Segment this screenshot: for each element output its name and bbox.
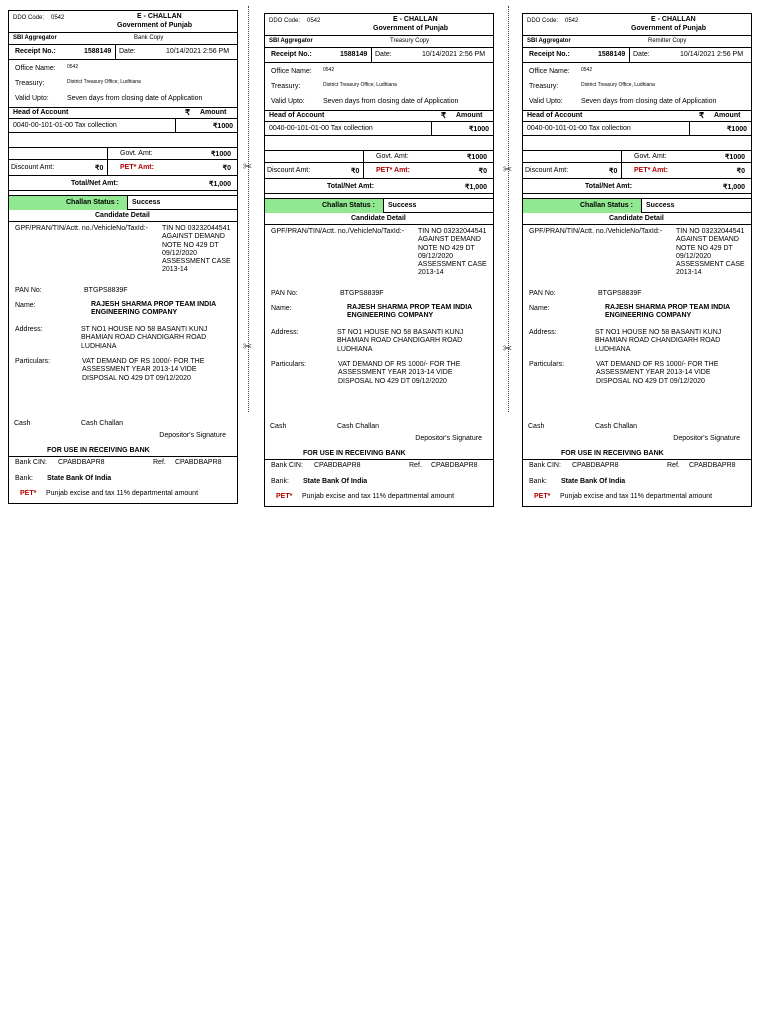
candidate-detail-header [265, 213, 493, 225]
discount-amt-label: Discount Amt: [525, 167, 569, 174]
spacer-row [265, 136, 493, 150]
office-name-label: Office Name: [271, 68, 312, 75]
ref-value: CPABDBAPR8 [175, 459, 222, 466]
office-name-value: 0542 [581, 67, 593, 73]
head-code-amount: ₹1000 [726, 126, 747, 133]
valid-upto-value: Seven days from closing date of Application [67, 95, 203, 102]
receipt-divider [629, 48, 630, 63]
depositor-signature-label: Depositor's Signature [415, 435, 482, 442]
name-label: Name: [15, 302, 36, 309]
govt-amt-value: ₹1000 [210, 151, 231, 158]
receiving-bank-header [9, 446, 237, 457]
head-code-divider [689, 122, 690, 136]
receiving-bank-title: FOR USE IN RECEIVING BANK [561, 450, 664, 457]
govt-amt-row [523, 150, 751, 163]
total-row [265, 179, 493, 194]
valid-upto-value: Seven days from closing date of Application [323, 98, 459, 105]
head-code-amount: ₹1000 [212, 123, 233, 130]
amount-label: Amount [456, 112, 483, 119]
candidate-name: RAJESH SHARMA PROP TEAM INDIA ENGINEERING COMPANY [347, 304, 472, 320]
address-label: Address: [529, 329, 557, 336]
bank-name-row [265, 476, 493, 491]
challan-subtitle: Government of Punjab [631, 25, 707, 32]
challan-status-value: Success [646, 202, 675, 209]
ddo-code-label: DDO Code: [269, 18, 301, 24]
govt-amt-value: ₹1000 [724, 154, 745, 161]
candidate-detail-title: Candidate Detail [609, 215, 664, 222]
ref-value: CPABDBAPR8 [689, 462, 736, 469]
govt-amt-label: Govt. Amt: [376, 153, 409, 160]
total-net-value: ₹1,000 [209, 181, 231, 188]
particulars-label: Particulars: [271, 361, 307, 368]
pan-label: PAN No: [529, 290, 556, 297]
challan-status-label: Challan Status : [66, 199, 119, 206]
particulars-value: VAT DEMAND OF RS 1000/- FOR THE ASSESSMENT YEAR 2013-14 VIDE DISPOSAL NO 429 DT 09/12/2020 [82, 358, 205, 382]
particulars-label: Particulars: [15, 358, 51, 365]
treasury-label: Treasury: [529, 83, 559, 90]
pet-note-row [265, 491, 493, 506]
discount-amt-label: Discount Amt: [11, 164, 55, 171]
ddo-code-label: DDO Code: [13, 15, 45, 21]
challan-status-row [523, 198, 751, 213]
copy-type: Bank Copy [134, 35, 164, 41]
receipt-row [523, 48, 751, 63]
head-of-account-label: Head of Account [527, 112, 583, 119]
treasury-value: District Treasury Office, Ludhiana [323, 82, 397, 88]
cash-label: Cash [14, 420, 31, 427]
challan-status-value: Success [132, 199, 161, 206]
ref-label: Ref. [409, 462, 422, 469]
head-of-account-header [265, 110, 493, 122]
gpf-label: GPF/PRAN/TIN/Actt. no./VehicleNo/TaxId:- [15, 225, 149, 232]
pet-note-label: PET* [20, 490, 37, 497]
cash-label: Cash [528, 423, 545, 430]
ref-label: Ref. [667, 462, 680, 469]
total-row [523, 179, 751, 194]
challan-status-label: Challan Status : [580, 202, 633, 209]
govt-amt-row [265, 150, 493, 163]
ddo-code-value: 0542 [565, 18, 579, 24]
cash-value: Cash Challan [81, 420, 124, 427]
bank-cin-label: Bank CIN: [15, 459, 47, 466]
valid-upto-label: Valid Upto: [529, 98, 563, 105]
candidate-detail-block [265, 225, 493, 421]
bank-cin-row [265, 460, 493, 476]
bank-label: Bank: [15, 475, 33, 482]
candidate-detail-block [523, 225, 751, 421]
bank-label: Bank: [271, 478, 289, 485]
cash-value: Cash Challan [337, 423, 380, 430]
receiving-bank-title: FOR USE IN RECEIVING BANK [303, 450, 406, 457]
head-of-account-label: Head of Account [269, 112, 325, 119]
address-value: ST NO1 HOUSE NO 58 BASANTI KUNJ BHAMIAN ROAD CHANDIGARH ROAD LUDHIANA [595, 329, 722, 353]
candidate-name: RAJESH SHARMA PROP TEAM INDIA ENGINEERING COMPANY [91, 301, 216, 317]
pet-amt-label: PET* Amt: [376, 167, 410, 174]
receipt-divider [371, 48, 372, 63]
rupee-icon: ₹ [441, 111, 447, 120]
head-code: 0040-00-101-01-00 Tax collection [269, 125, 373, 132]
receiving-bank-header [523, 449, 751, 460]
aggregator-row [9, 33, 237, 45]
govt-amt-label: Govt. Amt: [120, 150, 153, 157]
pet-amt-label: PET* Amt: [120, 164, 154, 171]
challan-status-label-cell [265, 199, 384, 213]
bank-name: State Bank Of India [47, 475, 112, 482]
date-value: 10/14/2021 2:56 PM [166, 48, 230, 55]
candidate-detail-title: Candidate Detail [351, 215, 406, 222]
address-value: ST NO1 HOUSE NO 58 BASANTI KUNJ BHAMIAN ROAD CHANDIGARH ROAD LUDHIANA [337, 329, 464, 353]
discount-amt-value: ₹0 [609, 168, 618, 175]
pan-label: PAN No: [271, 290, 298, 297]
gpf-value: TIN NO 03232044541 AGAINST DEMAND NOTE NO 429 DT 09/12/2020 ASSESSMENT CASE 2013-14 [162, 225, 231, 274]
discount-amt-value: ₹0 [95, 165, 104, 172]
discount-row [9, 160, 237, 176]
office-name-value: 0542 [323, 67, 335, 73]
challan-status-label: Challan Status : [322, 202, 375, 209]
bank-name-row [9, 473, 237, 488]
rupee-icon: ₹ [699, 111, 705, 120]
office-name-label: Office Name: [529, 68, 570, 75]
pet-amt-label: PET* Amt: [634, 167, 668, 174]
head-code-divider [431, 122, 432, 136]
gpf-label: GPF/PRAN/TIN/Actt. no./VehicleNo/TaxId:- [271, 228, 405, 235]
address-label: Address: [15, 326, 43, 333]
office-block [9, 60, 237, 107]
head-code-row [523, 122, 751, 136]
head-code-amount: ₹1000 [468, 126, 489, 133]
pet-note-label: PET* [276, 493, 293, 500]
candidate-detail-block [9, 222, 237, 418]
ref-value: CPABDBAPR8 [431, 462, 478, 469]
pan-value: BTGPS8839F [340, 290, 384, 297]
bank-cin-label: Bank CIN: [271, 462, 303, 469]
valid-upto-label: Valid Upto: [271, 98, 305, 105]
receipt-row [9, 45, 237, 60]
challan-status-row [265, 198, 493, 213]
challan-title: E - CHALLAN [651, 16, 696, 23]
office-name-value: 0542 [67, 64, 79, 70]
name-label: Name: [529, 305, 550, 312]
candidate-name: RAJESH SHARMA PROP TEAM INDIA ENGINEERING COMPANY [605, 304, 730, 320]
name-label: Name: [271, 305, 292, 312]
challan-status-label-cell [9, 196, 128, 210]
pan-label: PAN No: [15, 287, 42, 294]
spacer-row [9, 133, 237, 147]
head-of-account-label: Head of Account [13, 109, 69, 116]
rupee-icon: ₹ [185, 108, 191, 117]
bank-cin-value: CPABDBAPR8 [314, 462, 361, 469]
payment-mode-row [265, 421, 493, 449]
challan-bank-copy [8, 10, 238, 504]
bank-cin-label: Bank CIN: [529, 462, 561, 469]
challan-header [523, 14, 751, 36]
challan-title: E - CHALLAN [137, 13, 182, 20]
date-label: Date: [633, 51, 650, 58]
challan-status-row [9, 195, 237, 210]
office-name-label: Office Name: [15, 65, 56, 72]
challan-subtitle: Government of Punjab [373, 25, 449, 32]
depositor-signature-label: Depositor's Signature [673, 435, 740, 442]
payment-mode-row [523, 421, 751, 449]
head-code-row [265, 122, 493, 136]
total-net-value: ₹1,000 [465, 184, 487, 191]
office-block [523, 63, 751, 110]
particulars-value: VAT DEMAND OF RS 1000/- FOR THE ASSESSMENT YEAR 2013-14 VIDE DISPOSAL NO 429 DT 09/12/2020 [596, 361, 719, 385]
receipt-divider [115, 45, 116, 60]
discount-divider [621, 163, 622, 179]
bank-cin-row [9, 457, 237, 473]
scissor-icon: ✂ [243, 160, 253, 173]
challan-status-label-cell [523, 199, 642, 213]
spacer-row [523, 136, 751, 150]
challan-header [9, 11, 237, 33]
copy-type: Remitter Copy [648, 38, 687, 44]
scissor-icon: ✂ [503, 342, 513, 355]
pan-value: BTGPS8839F [84, 287, 128, 294]
pet-amt-value: ₹0 [736, 168, 745, 175]
receipt-label: Receipt No.: [271, 51, 312, 58]
govt-amt-row [9, 147, 237, 160]
address-value: ST NO1 HOUSE NO 58 BASANTI KUNJ BHAMIAN ROAD CHANDIGARH ROAD LUDHIANA [81, 326, 208, 350]
date-label: Date: [375, 51, 392, 58]
pet-note: Punjab excise and tax 11% departmental amount [302, 493, 455, 500]
office-block [265, 63, 493, 110]
treasury-label: Treasury: [15, 80, 45, 87]
pan-value: BTGPS8839F [598, 290, 642, 297]
ddo-code-label: DDO Code: [527, 18, 559, 24]
total-net-value: ₹1,000 [723, 184, 745, 191]
receipt-label: Receipt No.: [15, 48, 56, 55]
pet-note-row [9, 488, 237, 503]
treasury-label: Treasury: [271, 83, 301, 90]
total-net-label: Total/Net Amt: [585, 183, 633, 190]
pet-amt-value: ₹0 [222, 165, 231, 172]
treasury-value: District Treasury Office, Ludhiana [581, 82, 655, 88]
valid-upto-label: Valid Upto: [15, 95, 49, 102]
pet-note-label: PET* [534, 493, 551, 500]
candidate-detail-header [9, 210, 237, 222]
aggregator-row [523, 36, 751, 48]
date-value: 10/14/2021 2:56 PM [680, 51, 744, 58]
discount-amt-value: ₹0 [351, 168, 360, 175]
gpf-value: TIN NO 03232044541 AGAINST DEMAND NOTE NO 429 DT 09/12/2020 ASSESSMENT CASE 2013-14 [418, 228, 487, 277]
bank-name: State Bank Of India [561, 478, 626, 485]
receipt-label: Receipt No.: [529, 51, 570, 58]
receiving-bank-header [265, 449, 493, 460]
challan-header [265, 14, 493, 36]
gpf-label: GPF/PRAN/TIN/Actt. no./VehicleNo/TaxId:- [529, 228, 663, 235]
challan-title: E - CHALLAN [393, 16, 438, 23]
govt-amt-label: Govt. Amt: [634, 153, 667, 160]
ref-label: Ref. [153, 459, 166, 466]
pet-note: Punjab excise and tax 11% departmental amount [46, 490, 199, 497]
treasury-value: District Treasury Office, Ludhiana [67, 79, 141, 85]
depositor-signature-label: Depositor's Signature [159, 432, 226, 439]
valid-upto-value: Seven days from closing date of Application [581, 98, 717, 105]
ddo-code-value: 0542 [307, 18, 321, 24]
copy-type: Treasury Copy [390, 38, 430, 44]
aggregator-label: SBI Aggregator [13, 35, 57, 41]
head-of-account-header [9, 107, 237, 119]
total-net-label: Total/Net Amt: [327, 183, 375, 190]
receipt-row [265, 48, 493, 63]
candidate-detail-title: Candidate Detail [95, 212, 150, 219]
govt-amt-value: ₹1000 [466, 154, 487, 161]
receipt-number: 1588149 [340, 51, 368, 58]
bank-name: State Bank Of India [303, 478, 368, 485]
challan-status-value: Success [388, 202, 417, 209]
receiving-bank-title: FOR USE IN RECEIVING BANK [47, 447, 150, 454]
amount-label: Amount [200, 109, 227, 116]
discount-amt-label: Discount Amt: [267, 167, 311, 174]
total-net-label: Total/Net Amt: [71, 180, 119, 187]
gpf-value: TIN NO 03232044541 AGAINST DEMAND NOTE NO 429 DT 09/12/2020 ASSESSMENT CASE 2013-14 [676, 228, 745, 277]
cash-label: Cash [270, 423, 287, 430]
receipt-number: 1588149 [598, 51, 626, 58]
head-code: 0040-00-101-01-00 Tax collection [13, 122, 117, 129]
receipt-number: 1588149 [84, 48, 112, 55]
amount-label: Amount [714, 112, 741, 119]
discount-divider [107, 160, 108, 176]
aggregator-label: SBI Aggregator [527, 38, 571, 44]
pet-note-row [523, 491, 751, 506]
challan-remitter-copy [522, 13, 752, 507]
bank-cin-value: CPABDBAPR8 [572, 462, 619, 469]
particulars-value: VAT DEMAND OF RS 1000/- FOR THE ASSESSMENT YEAR 2013-14 VIDE DISPOSAL NO 429 DT 09/12/2020 [338, 361, 461, 385]
candidate-detail-header [523, 213, 751, 225]
head-code-row [9, 119, 237, 133]
aggregator-label: SBI Aggregator [269, 38, 313, 44]
head-code-divider [175, 119, 176, 133]
address-label: Address: [271, 329, 299, 336]
total-row [9, 176, 237, 191]
discount-row [523, 163, 751, 179]
cash-value: Cash Challan [595, 423, 638, 430]
pet-note: Punjab excise and tax 11% departmental amount [560, 493, 713, 500]
discount-row [265, 163, 493, 179]
bank-cin-row [523, 460, 751, 476]
challan-treasury-copy [264, 13, 494, 507]
ddo-code-value: 0542 [51, 15, 65, 21]
date-label: Date: [119, 48, 136, 55]
date-value: 10/14/2021 2:56 PM [422, 51, 486, 58]
bank-name-row [523, 476, 751, 491]
challan-subtitle: Government of Punjab [117, 22, 193, 29]
bank-label: Bank: [529, 478, 547, 485]
bank-cin-value: CPABDBAPR8 [58, 459, 105, 466]
head-code: 0040-00-101-01-00 Tax collection [527, 125, 631, 132]
head-of-account-header [523, 110, 751, 122]
particulars-label: Particulars: [529, 361, 565, 368]
scissor-icon: ✂ [503, 163, 513, 176]
pet-amt-value: ₹0 [478, 168, 487, 175]
scissor-icon: ✂ [243, 340, 253, 353]
aggregator-row [265, 36, 493, 48]
payment-mode-row [9, 418, 237, 446]
discount-divider [363, 163, 364, 179]
